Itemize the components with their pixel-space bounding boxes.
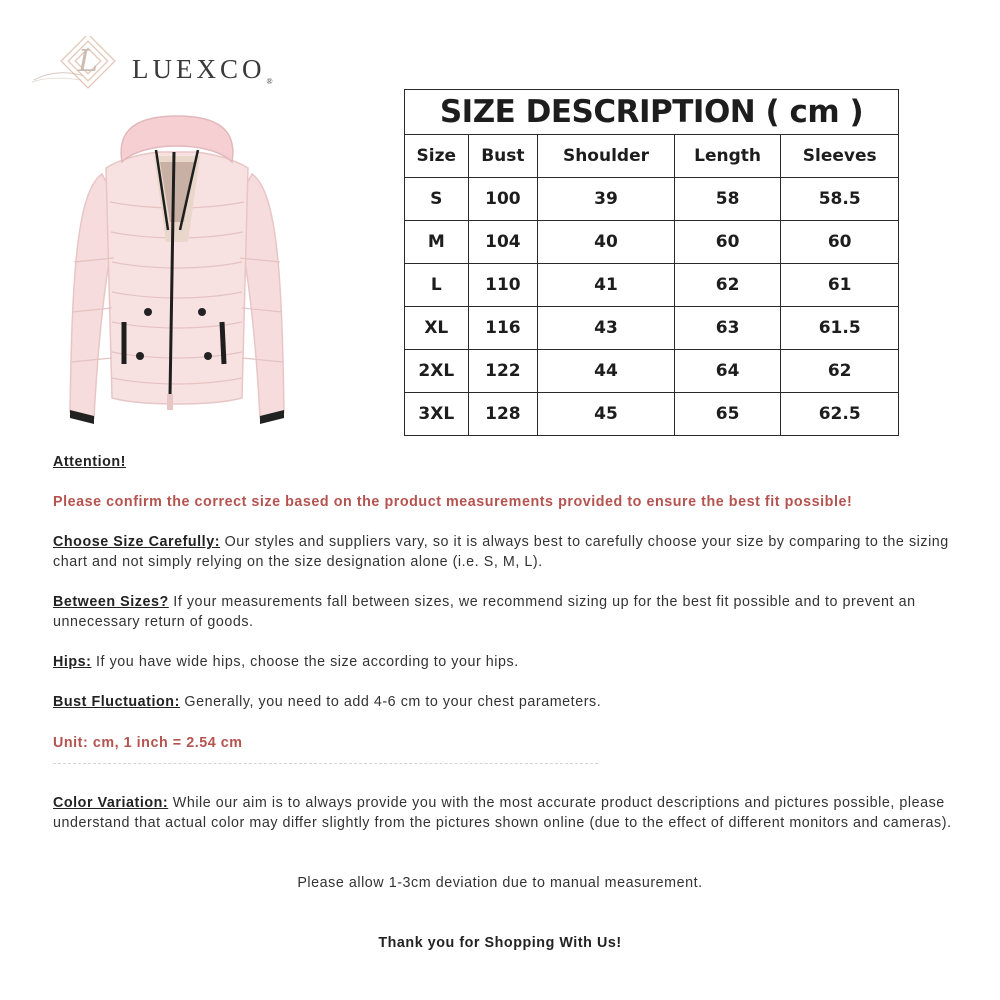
table-cell: 60 [674, 221, 781, 264]
table-cell: 64 [674, 350, 781, 393]
brand-logo [28, 36, 288, 106]
table-cell: 104 [468, 221, 538, 264]
table-row [405, 178, 899, 221]
confirm-size-note: Please confirm the correct size based on the product measurements provided to ensure the best fit possible! [53, 494, 853, 510]
table-cell: 58 [674, 178, 781, 221]
table-cell: 62 [781, 350, 899, 393]
between-sizes-label: Between Sizes? [53, 594, 169, 610]
table-title: SIZE DESCRIPTION ( cm ) [405, 90, 899, 135]
unit-note: Unit: cm, 1 inch = 2.54 cm [53, 735, 243, 751]
diamond-monogram-icon [28, 36, 128, 106]
size-description-table [404, 89, 899, 436]
table-cell: 41 [538, 264, 675, 307]
choose-size-text: Our styles and suppliers vary, so it is always best to carefully choose your size by comparing to the sizing chart and not simply relying on the size designation alone (i.e. S, M, L). [53, 534, 949, 570]
table-cell: 44 [538, 350, 675, 393]
table-cell: L [405, 264, 469, 307]
table-cell: 122 [468, 350, 538, 393]
table-cell: 116 [468, 307, 538, 350]
header-bust: Bust [468, 135, 538, 178]
between-sizes-paragraph [53, 592, 953, 632]
attention-heading [53, 452, 953, 472]
choose-size-paragraph [53, 532, 953, 572]
bust-fluctuation-label: Bust Fluctuation: [53, 694, 180, 710]
brand-name-text: LUEXCO [132, 54, 266, 84]
table-cell: 2XL [405, 350, 469, 393]
table-cell: S [405, 178, 469, 221]
table-row [405, 307, 899, 350]
attention-label: Attention! [53, 454, 126, 470]
table-cell: 128 [468, 393, 538, 436]
deviation-note: Please allow 1-3cm deviation due to manual measurement. [297, 875, 703, 891]
color-variation-paragraph [53, 793, 953, 833]
monogram-letter: L [78, 44, 98, 79]
table-cell: 60 [781, 221, 899, 264]
color-variation-text: While our aim is to always provide you with the most accurate product descriptions and pictures possible, please understand that actual color may differ slightly from the pictures shown online (due to the effect of different monitors and cameras). [53, 795, 952, 831]
table-cell: 100 [468, 178, 538, 221]
table-cell: 39 [538, 178, 675, 221]
between-sizes-text: If your measurements fall between sizes, we recommend sizing up for the best fit possible and to prevent an unnecessary return of goods. [53, 594, 916, 630]
table-cell: M [405, 221, 469, 264]
table-cell: 58.5 [781, 178, 899, 221]
table-cell: 63 [674, 307, 781, 350]
table-cell: 61 [781, 264, 899, 307]
table-cell: 43 [538, 307, 675, 350]
table-row [405, 264, 899, 307]
table-cell: 65 [674, 393, 781, 436]
choose-size-label: Choose Size Carefully: [53, 534, 221, 550]
table-cell: 3XL [405, 393, 469, 436]
dashed-divider [53, 763, 598, 764]
table-cell: 40 [538, 221, 675, 264]
hips-text: If you have wide hips, choose the size according to your hips. [96, 654, 519, 670]
thank-you-note: Thank you for Shopping With Us! [378, 935, 622, 951]
table-row [405, 393, 899, 436]
bust-fluctuation-text: Generally, you need to add 4-6 cm to your chest parameters. [184, 694, 602, 710]
registered-mark: ® [266, 77, 273, 86]
table-cell: 45 [538, 393, 675, 436]
color-variation-label: Color Variation: [53, 795, 169, 811]
brand-name [132, 54, 273, 86]
header-sleeves: Sleeves [781, 135, 899, 178]
table-cell: 110 [468, 264, 538, 307]
header-size: Size [405, 135, 469, 178]
header-length: Length [674, 135, 781, 178]
table-cell: 61.5 [781, 307, 899, 350]
table-cell: 62.5 [781, 393, 899, 436]
table-header-row [405, 135, 899, 178]
hips-paragraph [53, 652, 953, 672]
table-cell: XL [405, 307, 469, 350]
table-row [405, 350, 899, 393]
table-cell: 62 [674, 264, 781, 307]
hips-label: Hips: [53, 654, 92, 670]
table-row [405, 221, 899, 264]
header-shoulder: Shoulder [538, 135, 675, 178]
pink-puffer-jacket-icon [62, 112, 292, 432]
bust-fluctuation-paragraph [53, 692, 953, 712]
